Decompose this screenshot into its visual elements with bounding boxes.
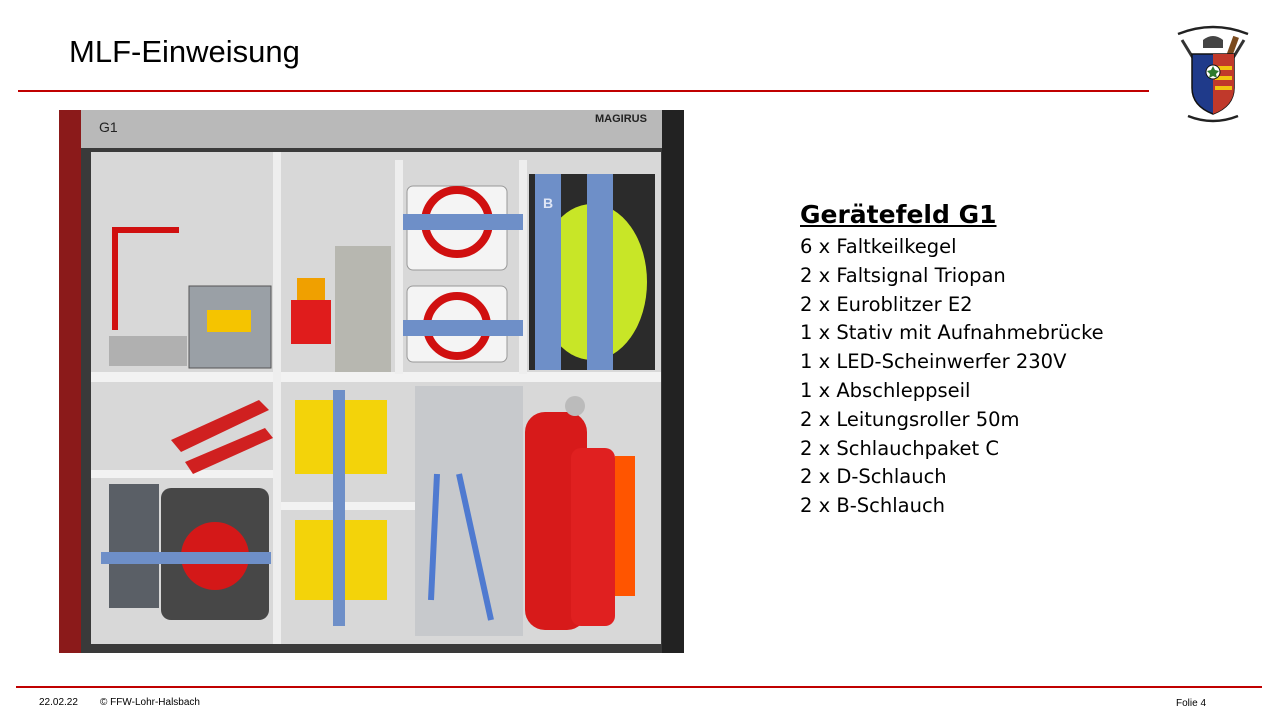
list-item: 1 x Abschleppseil xyxy=(800,378,971,402)
compartment-label: G1 xyxy=(99,119,118,135)
hose-letter-label: B xyxy=(543,195,554,211)
title-divider xyxy=(18,90,1149,92)
list-item: 1 x Stativ mit Aufnahmebrücke xyxy=(800,321,1104,345)
magirus-brand-label: MAGIRUS xyxy=(595,113,647,125)
slide-number: Folie 4 xyxy=(1176,698,1207,709)
equipment-heading: Gerätefeld G1 xyxy=(800,200,997,229)
list-item: 6 x Faltkeilkegel xyxy=(800,235,957,258)
footer-copyright: © FFW-Lohr-Halsbach xyxy=(100,697,200,708)
list-item: 2 x D-Schlauch xyxy=(800,465,947,489)
equipment-compartment-photo xyxy=(59,110,684,653)
list-item: 2 x B-Schlauch xyxy=(800,494,946,518)
list-item: 2 x Euroblitzer E2 xyxy=(800,292,973,316)
list-item: 2 x Schlauchpaket C xyxy=(800,436,999,460)
footer-divider xyxy=(16,686,1262,688)
fire-brigade-crest-logo xyxy=(1170,18,1256,124)
list-item: 2 x Faltsignal Triopan xyxy=(800,263,1006,287)
footer-date: 22.02.22 xyxy=(39,697,78,708)
equipment-list-block xyxy=(800,200,1104,521)
slide-title: MLF-Einweisung xyxy=(69,34,300,69)
list-item: 1 x LED-Scheinwerfer 230V xyxy=(800,350,1067,374)
list-item: 2 x Leitungsroller 50m xyxy=(800,407,1020,431)
equipment-list xyxy=(800,233,1104,521)
